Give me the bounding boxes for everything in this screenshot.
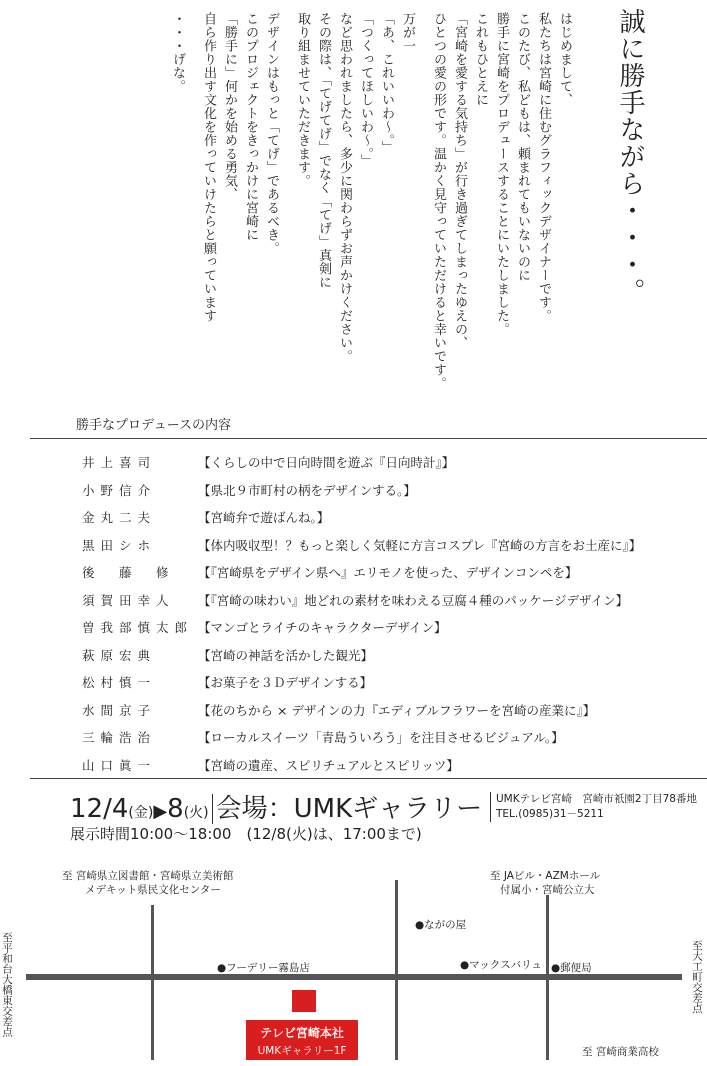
project-description: 【お菓子を３Ｄデザインする】 bbox=[198, 675, 373, 690]
day-end: (火) bbox=[183, 805, 209, 821]
venue: 会場：UMKギャラリー bbox=[215, 794, 483, 824]
map-label: 至大工町交差点 bbox=[691, 940, 703, 1014]
project-description: 【県北９市町村の柄をデザインする。】 bbox=[198, 482, 416, 498]
designer-name: 曽我部慎太郎 bbox=[82, 620, 194, 635]
intro-line: 万が一 bbox=[400, 12, 415, 53]
list-item bbox=[82, 617, 447, 637]
project-description: 【体内吸収型！？もっと楽しく気軽に方言コスプレ『宮崎の方言をお土産に』】 bbox=[198, 537, 642, 553]
designer-name: 水間京子 bbox=[82, 702, 157, 718]
map-label: メデキット県民文化センター bbox=[85, 884, 221, 896]
landmark-nagano: ●ながの屋 bbox=[415, 919, 467, 931]
divider bbox=[30, 438, 707, 439]
intro-line: これもひとえに bbox=[473, 12, 488, 107]
list-item bbox=[82, 755, 459, 775]
date-start: 12/4 bbox=[70, 794, 129, 824]
project-description: 【宮崎弁で遊ばんね。】 bbox=[198, 510, 330, 525]
landmark-fuderi: ●フーデリー霧島店 bbox=[217, 962, 310, 974]
day-start: (金) bbox=[128, 805, 154, 821]
project-description: 【花のちから × デザインの力『エディブルフラワーを宮崎の産業に』】 bbox=[198, 702, 596, 718]
intro-line: その際は、「てげてげ」でなく「てげ」真剣に bbox=[316, 12, 331, 289]
intro-line: 取り組ませていただきます。 bbox=[295, 12, 310, 188]
intro-line: 「勝手に」何かを始める勇気、 bbox=[222, 12, 237, 201]
list-item bbox=[82, 645, 374, 665]
list-item bbox=[82, 727, 564, 747]
map-label: 至 宮崎県立図書館・宮崎県立美術館 bbox=[62, 870, 234, 882]
list-item bbox=[82, 480, 416, 500]
designer-name: 須賀田幸人 bbox=[82, 592, 175, 608]
intro-line: ひとつの愛の形です。温かく見守っていただけると幸いです。 bbox=[431, 12, 446, 390]
designer-name: 金丸二夫 bbox=[82, 510, 157, 525]
venue-floor: UMKギャラリー1F bbox=[257, 1045, 347, 1057]
designer-name: 萩原宏典 bbox=[82, 647, 157, 663]
intro-line: 自ら作り出す文化を作っていけたらと願っています bbox=[201, 12, 216, 323]
project-description: 【『宮崎の味わい』地どれの素材を味わえる豆腐４種のパッケージデザイン】 bbox=[198, 592, 629, 608]
divider bbox=[30, 778, 707, 779]
list-item bbox=[82, 507, 330, 527]
map-label: 付属小・宮崎公立大 bbox=[500, 884, 595, 896]
intro-line: など思われましたら、多少に関わらずお声かけください。 bbox=[337, 12, 352, 363]
map-label: 至 JAビル・AZMホール bbox=[490, 870, 601, 882]
venue-address bbox=[490, 792, 697, 822]
project-description: 【宮崎の神話を活かした観光】 bbox=[198, 647, 374, 663]
intro-line: このたび、私どもは、頼まれてもいないのに bbox=[515, 12, 530, 282]
map-label: 至 宮崎商業高校 bbox=[582, 1046, 659, 1058]
project-description: 【『宮崎県をデザイン県へ』エリモノを使った、デザインコンペを】 bbox=[198, 565, 578, 580]
venue-marker bbox=[292, 990, 316, 1012]
opening-hours: 展示時間10:00〜18:00 (12/8(火)は、17:00まで) bbox=[70, 825, 422, 843]
intro-line: 「宮崎を愛する気持ち」が行き過ぎてしまったゆえの、 bbox=[452, 12, 467, 350]
map-label: 至平和台大橋東交差点 bbox=[1, 932, 13, 1037]
intro-line: 「あ、これいいわ〜。」 bbox=[379, 12, 394, 154]
page-title: 誠に勝手ながら・・・。 bbox=[615, 8, 645, 305]
designer-name: 小野信介 bbox=[82, 482, 157, 498]
venue-name: テレビ宮崎本社 bbox=[260, 1026, 344, 1040]
arrow-icon: ▶ bbox=[153, 801, 168, 822]
designer-name: 井上喜司 bbox=[82, 455, 157, 470]
venue-box bbox=[246, 1020, 358, 1060]
project-description: 【くらしの中で日向時間を遊ぶ『日向時計』】 bbox=[198, 455, 455, 470]
event-dates bbox=[70, 788, 482, 825]
intro-line: 「つくってほしいわ〜。」 bbox=[358, 12, 373, 168]
intro-line: このプロジェクトをきっかけに宮崎に bbox=[243, 12, 258, 242]
date-end: 8 bbox=[167, 794, 184, 824]
intro-line: 勝手に宮崎をプロデュースすることにいたしました。 bbox=[494, 12, 509, 336]
list-item bbox=[82, 672, 373, 692]
landmark-post-office: ●郵便局 bbox=[551, 962, 592, 974]
intro-line: デザインはもっと「てげ」であるべき。 bbox=[264, 12, 279, 255]
project-description: 【宮崎の遺産、スピリチュアルとスピリッツ】 bbox=[198, 757, 459, 773]
list-item bbox=[82, 700, 596, 720]
intro-line: ・・・げな。 bbox=[170, 12, 185, 93]
address-line: UMKテレビ宮崎 宮崎市祇園2丁目78番地 bbox=[496, 793, 697, 805]
road bbox=[395, 880, 398, 1060]
designer-name: 山口眞一 bbox=[82, 757, 157, 773]
list-item bbox=[82, 535, 642, 555]
designer-name: 松村慎一 bbox=[82, 675, 157, 690]
list-item bbox=[82, 590, 629, 610]
phone-line: TEL.(0985)31－5211 bbox=[496, 808, 604, 820]
road bbox=[151, 905, 154, 1060]
landmark-maxvalu: ●マックスバリュ bbox=[460, 959, 542, 971]
intro-line: 私たちは宮崎に住むグラフィックデザイナーです。 bbox=[536, 12, 551, 323]
intro-line: はじめまして、 bbox=[557, 12, 572, 107]
designer-name: 三輪浩治 bbox=[82, 730, 157, 745]
designer-name: 黒田シホ bbox=[82, 537, 157, 553]
section-title: 勝手なプロデュースの内容 bbox=[76, 418, 231, 433]
designer-name: 後 藤 修 bbox=[82, 565, 175, 580]
road bbox=[546, 895, 549, 1060]
project-description: 【マンゴとライチのキャラクターデザイン】 bbox=[198, 620, 447, 635]
list-item bbox=[82, 452, 455, 472]
list-item bbox=[82, 562, 578, 582]
project-description: 【ローカルスイーツ「青島ういろう」を注目させるビジュアル。】 bbox=[198, 730, 564, 745]
